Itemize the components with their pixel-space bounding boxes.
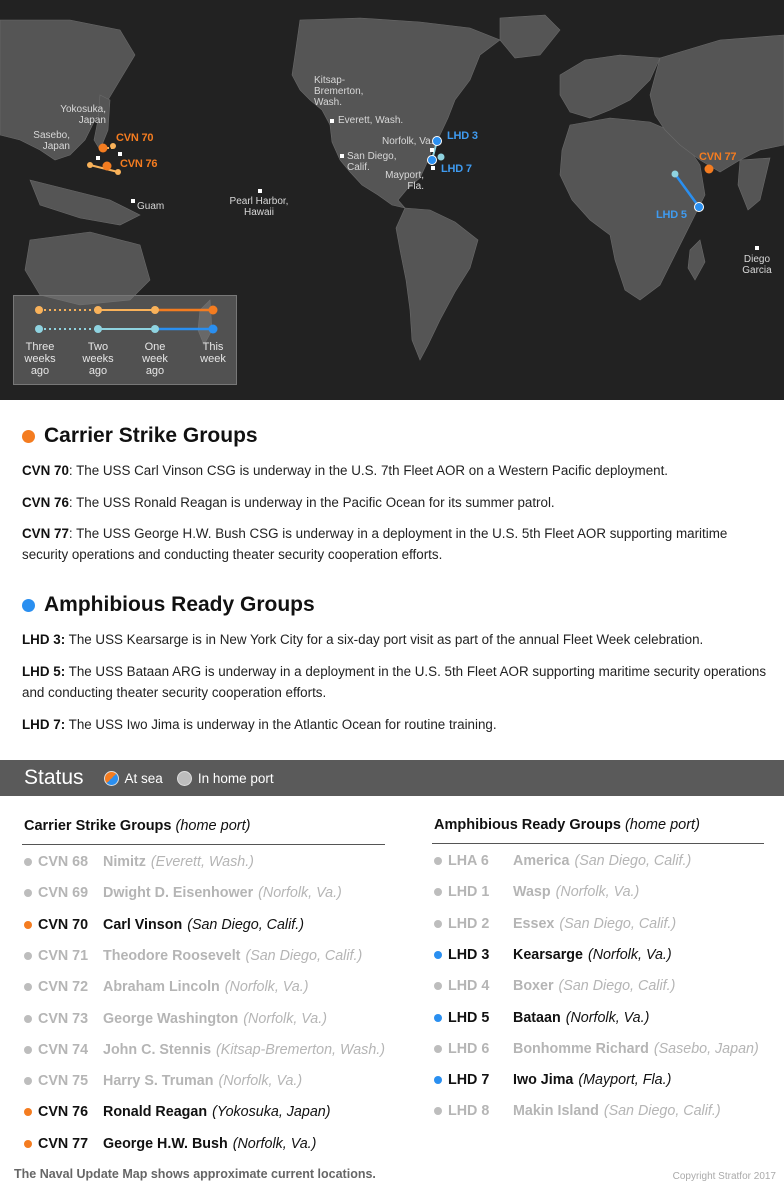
status-row — [24, 1042, 385, 1058]
hull-code: CVN 68 — [38, 854, 89, 870]
at-sea-dot-icon — [434, 1076, 442, 1084]
san-diego-label: San Diego, Calif. — [347, 151, 397, 173]
ship-name: Bataan — [513, 1009, 561, 1026]
hull-code: LHD 1 — [448, 884, 490, 901]
cvn76-marker — [103, 162, 112, 171]
ship-name: Nimitz — [103, 854, 146, 870]
home-port: (Norfolk, Va.) — [565, 1009, 650, 1026]
ship-name: George Washington — [103, 1010, 239, 1027]
at-sea-dot-icon — [24, 1140, 32, 1148]
home-port: (Kitsap-Bremerton, Wash.) — [216, 1041, 385, 1058]
home-port-dot-icon — [434, 982, 442, 990]
lhd5-past-marker — [672, 171, 679, 178]
status-row — [24, 979, 308, 995]
legend-one-week: One week ago — [142, 341, 168, 377]
hull-code: CVN 72 — [38, 979, 89, 996]
arg-item-lhd3: LHD 3: The USS Kearsarge is in New York City for a six-day port visit as part of the annual Fleet Week celebration. — [22, 632, 704, 647]
mayport-label: Mayport, Fla. — [385, 170, 424, 192]
hull-code: CVN 75 — [38, 1073, 89, 1090]
status-row — [24, 885, 342, 901]
csg-section-title: Carrier Strike Groups — [22, 424, 258, 448]
cvn76-past-marker-1 — [87, 162, 93, 168]
home-port-dot-icon — [24, 858, 32, 866]
lhd5-map-label: LHD 5 — [656, 209, 687, 221]
status-bar — [0, 760, 784, 796]
hull-code: LHA 6 — [448, 853, 489, 869]
guam-label: Guam — [137, 201, 165, 212]
status-row — [24, 1011, 327, 1027]
hull-code: LHD 2 — [448, 915, 490, 932]
san-diego-port-marker — [340, 154, 344, 158]
cvn70-marker — [99, 144, 108, 153]
mayport-port-marker — [431, 166, 435, 170]
home-port: (San Diego, Calif.) — [574, 853, 692, 869]
status-row — [434, 1010, 649, 1026]
home-port: (Norfolk, Va.) — [232, 1135, 317, 1152]
cvn70-map-label: CVN 70 — [116, 132, 154, 144]
csg-item-cvn70: CVN 70: The USS Carl Vinson CSG is underway in the U.S. 7th Fleet AOR on a Western Pacific deployment. — [22, 463, 669, 478]
cvn77-marker — [705, 165, 714, 174]
footnote: The Naval Update Map shows approximate current locations. — [14, 1167, 376, 1181]
at-sea-icon — [104, 771, 119, 786]
status-row — [24, 917, 304, 933]
status-row — [434, 916, 676, 932]
legend-three-weeks: Three weeks ago — [24, 341, 56, 377]
status-row — [24, 948, 362, 964]
status-row — [434, 1072, 671, 1088]
home-port-dot-icon — [434, 920, 442, 928]
ship-name: America — [513, 853, 570, 869]
status-title: Status — [24, 766, 84, 789]
lhd7-marker — [428, 156, 437, 165]
amphib-dot-icon — [22, 599, 35, 612]
home-port: (San Diego, Calif.) — [245, 947, 363, 964]
yokosuka-label: Yokosuka, Japan — [60, 104, 106, 126]
status-row — [434, 884, 639, 900]
sasebo-port-marker — [96, 156, 100, 160]
csg-column-header: Carrier Strike Groups (home port) — [24, 818, 251, 834]
lhd7-map-label: LHD 7 — [441, 163, 472, 175]
arg-column-rule — [432, 843, 764, 844]
arg-item-lhd5: LHD 5: The USS Bataan ARG is underway in a deployment in the U.S. 5th Fleet AOR supporting maritime security operations and conducting theater security cooperation efforts. — [22, 664, 767, 700]
yokosuka-port-marker — [118, 152, 122, 156]
status-row — [24, 1104, 331, 1120]
status-row — [434, 1103, 721, 1119]
home-port: (Norfolk, Va.) — [218, 1073, 303, 1090]
status-row — [434, 853, 691, 869]
lhd3-marker — [433, 137, 442, 146]
ship-name: Harry S. Truman — [103, 1073, 214, 1090]
home-port-dot-icon — [24, 889, 32, 897]
home-port-dot-icon — [24, 1046, 32, 1054]
ship-name: Theodore Roosevelt — [103, 947, 241, 964]
everett-port-marker — [330, 119, 334, 123]
carrier-dot-icon — [22, 430, 35, 443]
home-port: (San Diego, Calif.) — [558, 978, 676, 995]
home-port-dot-icon — [24, 1077, 32, 1085]
naval-map — [0, 0, 784, 400]
ship-name: Wasp — [513, 884, 551, 901]
hull-code: CVN 74 — [38, 1041, 89, 1058]
home-port-dot-icon — [24, 952, 32, 960]
home-port: (Norfolk, Va.) — [258, 885, 342, 902]
home-port-dot-icon — [24, 1015, 32, 1023]
hull-code: LHD 7 — [448, 1072, 490, 1089]
at-sea-dot-icon — [24, 921, 32, 929]
arg-item-lhd7: LHD 7: The USS Iwo Jima is underway in the Atlantic Ocean for routine training. — [22, 717, 497, 732]
hull-code: LHD 3 — [448, 946, 490, 963]
at-sea-legend: At sea — [104, 771, 163, 786]
ship-name: Carl Vinson — [103, 916, 183, 933]
home-port: (San Diego, Calif.) — [559, 915, 677, 932]
hull-code: CVN 71 — [38, 947, 89, 964]
home-port: (Norfolk, Va.) — [224, 979, 309, 996]
hull-code: CVN 69 — [38, 885, 89, 902]
kitsap-label: Kitsap- Bremerton, Wash. — [314, 75, 364, 108]
cvn77-map-label: CVN 77 — [699, 151, 737, 163]
home-port: (San Diego, Calif.) — [603, 1103, 721, 1120]
home-port-dot-icon — [24, 983, 32, 991]
hull-code: LHD 5 — [448, 1009, 490, 1026]
home-port-dot-icon — [434, 1107, 442, 1115]
ship-name: Ronald Reagan — [103, 1104, 208, 1121]
ship-name: John C. Stennis — [103, 1041, 212, 1058]
home-port-dot-icon — [434, 888, 442, 896]
home-port: (Yokosuka, Japan) — [212, 1104, 331, 1121]
status-row — [24, 854, 254, 870]
home-port: (San Diego, Calif.) — [187, 916, 304, 933]
map-time-legend — [13, 295, 237, 385]
diego-garcia-port-marker — [755, 246, 759, 250]
hull-code: CVN 70 — [38, 916, 89, 933]
ship-name: Boxer — [513, 978, 554, 995]
everett-label: Everett, Wash. — [338, 115, 404, 126]
at-sea-dot-icon — [24, 1108, 32, 1116]
hull-code: CVN 73 — [38, 1010, 89, 1027]
status-row — [24, 1073, 302, 1089]
home-port: (Sasebo, Japan) — [653, 1040, 759, 1057]
status-row — [24, 1136, 316, 1152]
arg-section-title: Amphibious Ready Groups — [22, 593, 315, 617]
copyright: Copyright Stratfor 2017 — [672, 1171, 776, 1182]
ship-name: Bonhomme Richard — [513, 1040, 649, 1057]
at-sea-dot-icon — [434, 951, 442, 959]
arg-column-header: Amphibious Ready Groups (home port) — [434, 817, 700, 833]
ship-name: Abraham Lincoln — [103, 979, 220, 996]
pearl-harbor-label: Pearl Harbor, Hawaii — [229, 196, 289, 218]
ship-name: Essex — [513, 915, 555, 932]
ship-name: Dwight D. Eisenhower — [103, 885, 254, 902]
hull-code: LHD 6 — [448, 1040, 490, 1057]
home-port-icon — [177, 771, 192, 786]
ship-name: George H.W. Bush — [103, 1135, 228, 1152]
home-port: (Everett, Wash.) — [150, 854, 254, 870]
home-port: (Mayport, Fla.) — [578, 1072, 672, 1089]
home-port-dot-icon — [434, 857, 442, 865]
csg-item-cvn77: CVN 77: The USS George H.W. Bush CSG is underway in a deployment in the U.S. 5th Fleet AOR supporting maritime security operations and conducting theater security cooperation efforts. — [22, 526, 728, 562]
status-row — [434, 978, 675, 994]
legend-this-week: This week — [200, 341, 226, 365]
home-port-legend: In home port — [177, 771, 274, 786]
ship-name: Iwo Jima — [513, 1072, 574, 1089]
status-row — [434, 947, 672, 963]
lhd3-map-label: LHD 3 — [447, 130, 478, 142]
home-port-dot-icon — [434, 1045, 442, 1053]
ship-name: Makin Island — [513, 1103, 599, 1120]
csg-column-rule — [22, 844, 385, 845]
hull-code: CVN 77 — [38, 1135, 89, 1152]
hull-code: LHD 8 — [448, 1103, 490, 1120]
sasebo-label: Sasebo, Japan — [33, 130, 70, 152]
hull-code: LHD 4 — [448, 978, 490, 995]
norfolk-label: Norfolk, Va. — [382, 136, 434, 147]
home-port: (Norfolk, Va.) — [587, 946, 672, 963]
cvn76-map-label: CVN 76 — [120, 158, 158, 170]
legend-two-weeks: Two weeks ago — [82, 341, 114, 377]
lhd5-marker — [695, 203, 704, 212]
lhd7-past-marker — [438, 154, 445, 161]
csg-item-cvn76: CVN 76: The USS Ronald Reagan is underway in the Pacific Ocean for its summer patrol. — [22, 495, 555, 510]
norfolk-port-marker — [430, 148, 434, 152]
hull-code: CVN 76 — [38, 1104, 89, 1121]
home-port: (Norfolk, Va.) — [555, 884, 640, 901]
ship-name: Kearsarge — [513, 946, 583, 963]
diego-garcia-label: Diego Garcia — [742, 254, 772, 276]
status-row — [434, 1041, 759, 1057]
home-port: (Norfolk, Va.) — [243, 1010, 327, 1027]
pearl-harbor-port-marker — [258, 189, 262, 193]
at-sea-dot-icon — [434, 1014, 442, 1022]
guam-port-marker — [131, 199, 135, 203]
